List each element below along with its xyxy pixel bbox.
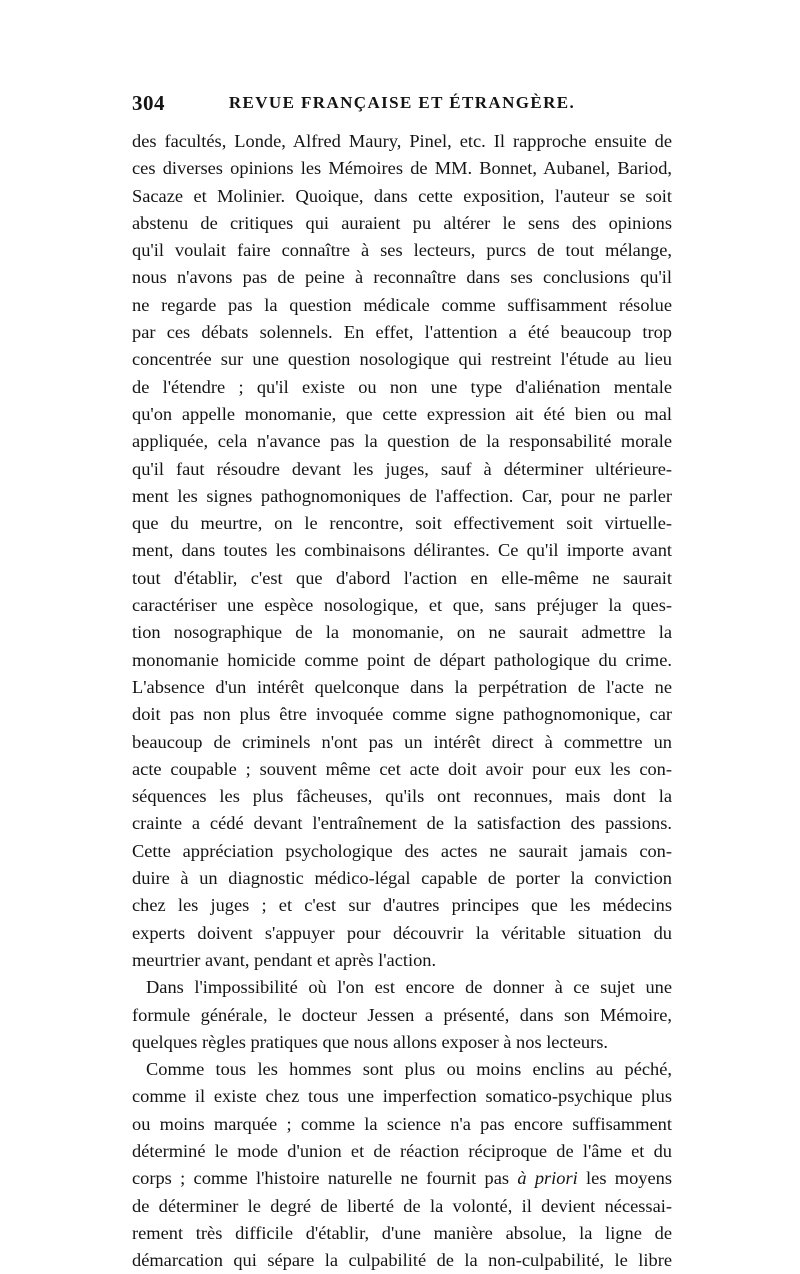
text-segment: corps ; comme l'histoire naturelle ne fournit pas <box>132 1168 518 1189</box>
text-line: qu'il faut résoudre devant les juges, sauf à déterminer ultérieure- <box>132 458 672 479</box>
text-line: L'absence d'un intérêt quelconque dans la perpétration de l'acte ne <box>132 676 672 697</box>
text-line: Cette appréciation psychologique des actes ne saurait jamais con- <box>132 840 672 861</box>
text-line: ces diverses opinions les Mémoires de MM. Bonnet, Aubanel, Bariod, <box>132 158 672 179</box>
page-header <box>132 91 672 121</box>
text-line: quelques règles pratiques que nous allons exposer à nos lecteurs. <box>132 1031 608 1052</box>
text-segment: les moyens <box>577 1168 672 1189</box>
text-line: appliquée, cela n'avance pas la question de la responsabilité morale <box>132 431 672 452</box>
text-line: meurtrier avant, pendant et après l'action. <box>132 949 437 970</box>
text-line: rement très difficile d'établir, d'une manière absolue, la ligne de <box>132 1222 672 1243</box>
text-line: acte coupable ; souvent même cet acte doit avoir pour eux les con- <box>132 758 672 779</box>
text-line: des facultés, Londe, Alfred Maury, Pinel, etc. Il rapproche ensuite de <box>132 131 672 151</box>
text-line: monomanie homicide comme point de départ pathologique du crime. <box>132 649 672 670</box>
text-line: que du meurtre, on le rencontre, soit effectivement soit virtuelle- <box>132 513 672 534</box>
page-number: 304 <box>132 91 165 115</box>
text-line: comme il existe chez tous une imperfection somatico-psychique plus <box>132 1086 672 1107</box>
text-line <box>132 1165 672 1192</box>
text-line: tion nosographique de la monomanie, on ne saurait admettre la <box>132 622 672 643</box>
text-line: formule générale, le docteur Jessen a présenté, dans son Mémoire, <box>132 1004 672 1025</box>
text-line: ment, dans toutes les combinaisons délirantes. Ce qu'il importe avant <box>132 540 672 561</box>
text-line: duire à un diagnostic médico-légal capable de porter la conviction <box>132 868 672 889</box>
text-line: ou moins marquée ; comme la science n'a pas encore suffisamment <box>132 1113 672 1134</box>
text-line: caractériser une espèce nosologique, et que, sans préjuger la ques- <box>132 595 672 616</box>
text-line: nous n'avons pas de peine à reconnaître dans ses conclusions qu'il <box>132 267 672 288</box>
text-line: séquences les plus fâcheuses, qu'ils ont reconnues, mais dont la <box>132 786 672 807</box>
text-line: Dans l'impossibilité où l'on est encore de donner à ce sujet une <box>146 977 672 998</box>
text-line: qu'il voulait faire connaître à ses lecteurs, purcs de tout mélange, <box>132 240 672 261</box>
text-line: déterminé le mode d'union et de réaction réciproque de l'âme et du <box>132 1140 672 1161</box>
text-line: ne regarde pas la question médicale comme suffisamment résolue <box>132 294 672 315</box>
text-line: concentrée sur une question nosologique qui restreint l'étude au lieu <box>132 349 672 370</box>
text-line: de l'étendre ; qu'il existe ou non une type d'aliénation mentale <box>132 376 672 397</box>
text-line: beaucoup de criminels n'ont pas un intérêt direct à commettre un <box>132 731 672 752</box>
text-line: par ces débats solennels. En effet, l'attention a été beaucoup trop <box>132 322 672 343</box>
text-line: Sacaze et Molinier. Quoique, dans cette exposition, l'auteur se soit <box>132 185 672 206</box>
running-title: REVUE FRANÇAISE ET ÉTRANGÈRE. <box>228 93 576 112</box>
text-line: qu'on appelle monomanie, que cette expression ait été bien ou mal <box>132 403 672 424</box>
text-line: démarcation qui sépare la culpabilité de la non-culpabilité, le libre <box>132 1250 672 1271</box>
text-line: abstenu de critiques qui auraient pu altérer le sens des opinions <box>132 212 672 233</box>
text-line: ment les signes pathognomoniques de l'affection. Car, pour ne parler <box>132 485 672 506</box>
text-line: chez les juges ; et c'est sur d'autres principes que les médecins <box>132 895 672 916</box>
text-line: experts doivent s'appuyer pour découvrir la véritable situation du <box>132 922 672 943</box>
italic-term: à priori <box>517 1168 578 1189</box>
text-line: tout d'établir, c'est que d'abord l'action en elle-même ne saurait <box>132 567 672 588</box>
body-text <box>132 128 672 1274</box>
text-line: crainte a cédé devant l'entraînement de la satisfaction des passions. <box>132 813 672 834</box>
text-line: Comme tous les hommes sont plus ou moins enclins au péché, <box>146 1059 672 1080</box>
text-line: doit pas non plus être invoquée comme signe pathognomonique, car <box>132 704 672 725</box>
text-line: de déterminer le degré de liberté de la volonté, il devient nécessai- <box>132 1195 672 1216</box>
